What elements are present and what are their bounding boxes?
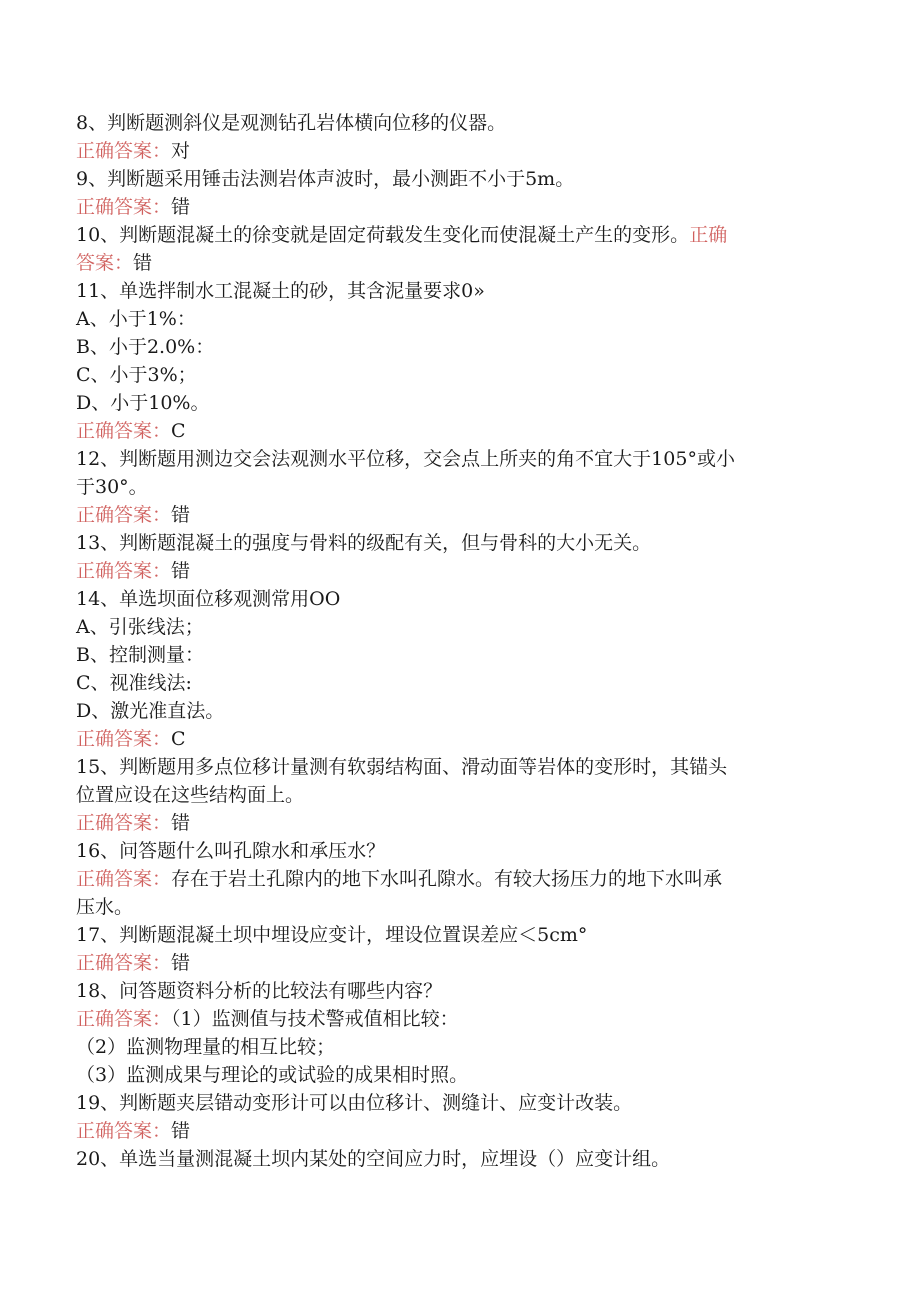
answer-value: C xyxy=(171,728,186,750)
question-9: 9、判断题采用锤击法测岩体声波时，最小测距不小于5m。 xyxy=(76,168,575,190)
answer-15 xyxy=(76,809,836,837)
question-19: 19、判断题夹层错动变形计可以由位移计、测缝计、应变计改装。 xyxy=(76,1092,633,1114)
answer-label: 正确答案： xyxy=(76,868,172,890)
question-11: 11、单选拌制水工混凝土的砂，其含泥量要求0» xyxy=(76,280,485,302)
option-14-c: C、视准线法: xyxy=(76,672,192,694)
option-14-b: B、控制测量： xyxy=(76,644,204,666)
question-text: 10、判断题混凝土的徐变就是固定荷载发生变化而使混凝土产生的变形。 xyxy=(76,224,690,246)
option-11-a: A、小于1%： xyxy=(76,308,196,330)
answer-value: 错 xyxy=(171,812,191,834)
question-12-line-1: 12、判断题用测边交会法观测水平位移，交会点上所夹的角不宜大于105°或小 xyxy=(76,448,735,470)
option-14-d: D、激光准直法。 xyxy=(76,700,225,722)
answer-13 xyxy=(76,557,836,585)
question-15-line-2: 位置应设在这些结构面上。 xyxy=(76,784,305,806)
question-8: 8、判断题测斜仪是观测钻孔岩体横向位移的仪器。 xyxy=(76,112,507,134)
answer-label: 正确答案： xyxy=(76,812,172,834)
answer-8 xyxy=(76,137,836,165)
answer-label-part: 正确 xyxy=(689,224,728,246)
question-17: 17、判断题混凝土坝中埋设应变计，埋设位置误差应＜5cm° xyxy=(76,924,588,946)
answer-label: 正确答案： xyxy=(76,1008,172,1030)
answer-label: 正确答案： xyxy=(76,196,172,218)
answer-18-line-1 xyxy=(76,1005,836,1033)
answer-14 xyxy=(76,725,836,753)
question-14: 14、单选坝面位移观测常用OO xyxy=(76,588,341,610)
answer-12 xyxy=(76,501,836,529)
answer-16-line-1 xyxy=(76,865,836,893)
answer-label: 正确答案： xyxy=(76,1120,172,1142)
option-11-b: B、小于2.0%： xyxy=(76,336,215,358)
question-10 xyxy=(76,221,836,249)
answer-label: 正确答案： xyxy=(76,728,172,750)
answer-value: 对 xyxy=(171,140,191,162)
answer-value: 错 xyxy=(171,504,191,526)
answer-16-line-2: 压水。 xyxy=(76,896,134,918)
answer-11 xyxy=(76,417,836,445)
answer-label: 正确答案： xyxy=(76,420,172,442)
answer-label: 正确答案： xyxy=(76,952,172,974)
answer-18-line-3: （3）监测成果与理论的或试验的成果相时照。 xyxy=(76,1064,469,1086)
question-18: 18、问答题资料分析的比较法有哪些内容？ xyxy=(76,980,443,1002)
option-11-c: C、小于3%； xyxy=(76,364,197,386)
answer-value: 错 xyxy=(133,252,153,274)
answer-value: 错 xyxy=(171,1120,191,1142)
question-16: 16、问答题什么叫孔隙水和承压水？ xyxy=(76,840,386,862)
answer-9 xyxy=(76,193,836,221)
option-11-d: D、小于10%。 xyxy=(76,392,210,414)
answer-10 xyxy=(76,249,836,277)
question-15-line-1: 15、判断题用多点位移计量测有软弱结构面、滑动面等岩体的变形时，其锚头 xyxy=(76,756,728,778)
answer-label-part: 答案： xyxy=(76,252,134,274)
answer-value: C xyxy=(171,420,186,442)
answer-19 xyxy=(76,1117,836,1145)
answer-18-line-2: （2）监测物理量的相互比较； xyxy=(76,1036,336,1058)
answer-label: 正确答案： xyxy=(76,560,172,582)
answer-value: 错 xyxy=(171,952,191,974)
question-20: 20、单选当量测混凝土坝内某处的空间应力时，应埋设（）应变计组。 xyxy=(76,1148,671,1170)
question-13: 13、判断题混凝土的强度与骨料的级配有关，但与骨科的大小无关。 xyxy=(76,532,652,554)
answer-value: 存在于岩土孔隙内的地下水叫孔隙水。有较大扬压力的地下水叫承 xyxy=(171,868,723,890)
question-12-line-2: 于30°。 xyxy=(76,476,148,498)
answer-value: （1）监测值与技术警戒值相比较： xyxy=(171,1008,459,1030)
answer-value: 错 xyxy=(171,196,191,218)
answer-label: 正确答案： xyxy=(76,140,172,162)
answer-label: 正确答案： xyxy=(76,504,172,526)
document-page xyxy=(76,109,836,1173)
answer-17 xyxy=(76,949,836,977)
option-14-a: A、引张线法； xyxy=(76,616,204,638)
answer-value: 错 xyxy=(171,560,191,582)
